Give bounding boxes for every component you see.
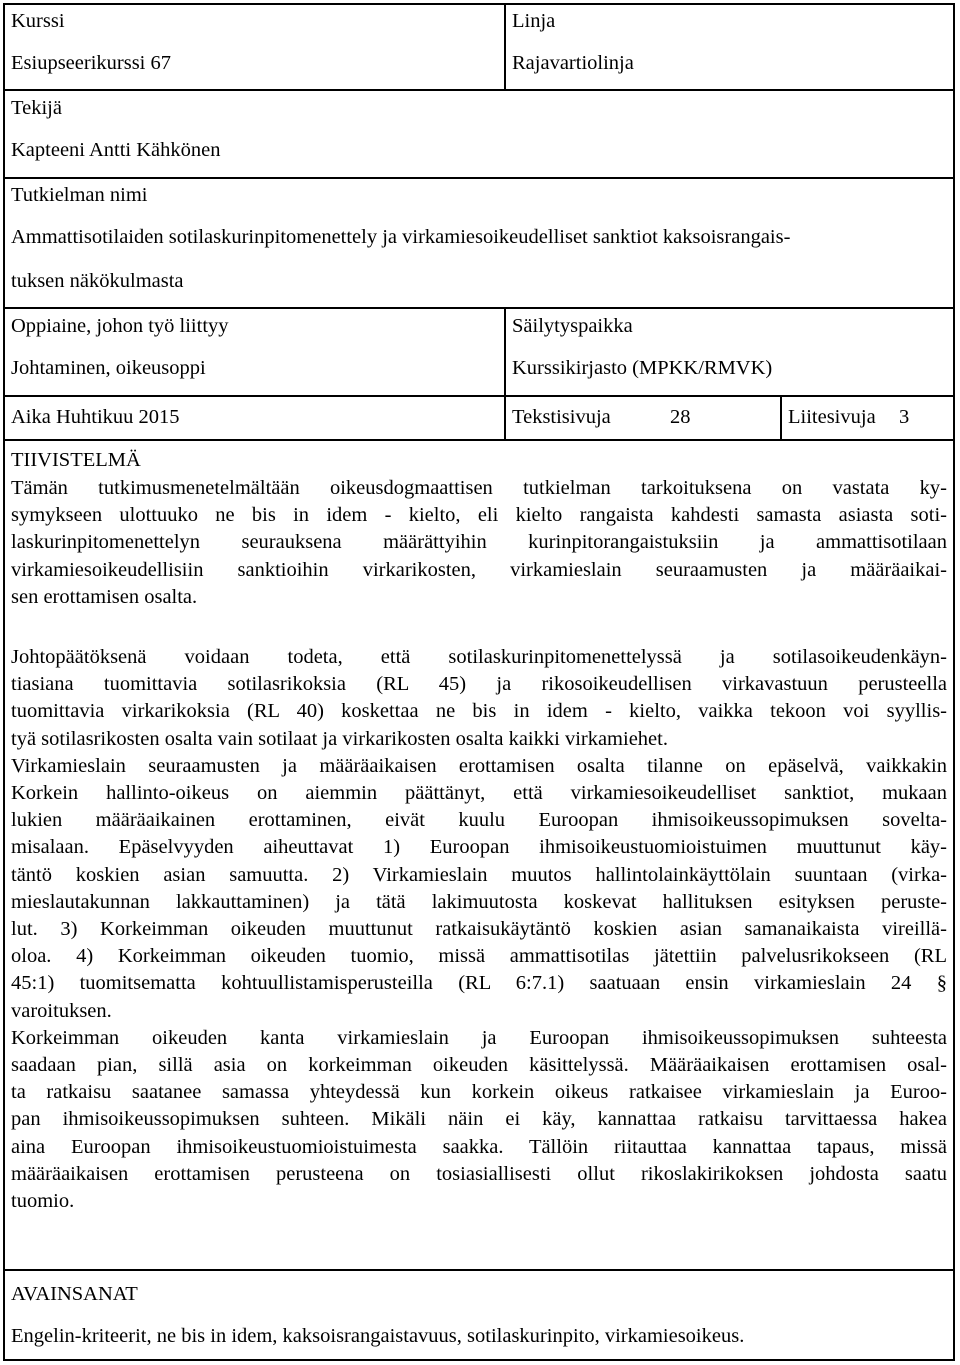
subject-row — [5, 309, 953, 397]
summary-line: lut. 3) Korkeimman oikeuden muuttunut ratkaisukäytäntö koskien asian samanaikaista vireillä- — [11, 919, 947, 940]
summary-line: mieslautakunnan lakkauttaminen) ja tätä lakimuutosta koskevat hallituksen esityksen peruste- — [11, 891, 947, 913]
summary-row — [5, 441, 953, 1271]
keywords-row — [5, 1271, 953, 1359]
summary-line: tuomittavia virkarikoksia (RL 40) koskettaa ne bis in idem - kielto, vaikka tekoon voi syyllis- — [11, 701, 947, 723]
line-cell — [506, 5, 953, 89]
keywords-heading: AVAINSANAT — [11, 1283, 138, 1305]
summary-line: laskurinpitomenettelyn seurauksena määrättyihin kurinpitorangaistuksiin ja ammattisotilaan — [11, 532, 947, 554]
course-cell — [5, 5, 506, 89]
date-cell — [5, 397, 506, 439]
summary-line: ta ratkaisu saatanee samassa yhteydessä kun korkein oikeus ratkaisee virkamieslain ja Euroo- — [11, 1082, 947, 1104]
summary-line: tiasiana tuomittavia sotilasrikoksia (RL 45) ja rikosoikeudellisen virkavastuun perusteella — [11, 674, 947, 696]
storage-cell — [506, 309, 953, 395]
author-value: Kapteeni Antti Kähkönen — [11, 139, 221, 161]
summary-line: sen erottamisen osalta. — [11, 585, 198, 608]
text-pages-cell — [506, 397, 782, 439]
title-cell — [5, 179, 953, 307]
appendix-pages-value: 3 — [899, 406, 910, 428]
summary-line: oloa. 4) Korkeimman oikeuden tuomio, missä ammattisotilas jätettiin palvelusrikokseen (RL — [11, 946, 947, 968]
date-text: Aika Huhtikuu 2015 — [11, 406, 180, 428]
summary-line: misalaan. Epäselvyyden aiheuttavat 1) Euroopan ihmisoikeustuomioistuimen muuttunut käy- — [11, 837, 947, 859]
thesis-abstract-form — [3, 3, 955, 1361]
summary-cell — [5, 441, 953, 1269]
summary-heading: TIIVISTELMÄ — [11, 449, 141, 471]
line-label: Linja — [512, 10, 556, 32]
summary-line: tyä sotilasrikosten osalta vain sotilaat ja virkarikosten osalta kaikki virkamiehet. — [11, 727, 668, 750]
subject-label: Oppiaine, johon työ liittyy — [11, 315, 229, 337]
author-row — [5, 91, 953, 179]
summary-line: pan ihmisoikeussopimuksen suhteen. Mikäli näin ei käy, kannattaa ratkaisu tarvittaessa hakea — [11, 1109, 947, 1131]
summary-line: tuomio. — [11, 1190, 75, 1212]
summary-line: määräaikaisen erottamisen perusteena on tosiasiallisesti ollut rikoslakirikoksen johdosta saatu — [11, 1163, 947, 1185]
author-cell — [5, 91, 953, 177]
summary-line: saadaan pian, sillä asia on korkeimman oikeuden käsittelyssä. Määräaikaisen erottamisen osal- — [11, 1055, 947, 1076]
storage-value: Kurssikirjasto (MPKK/RMVK) — [512, 357, 773, 379]
summary-line: aina Euroopan ihmisoikeustuomioistuimesta saakka. Tällöin riitauttaa kannattaa tapaus, missä — [11, 1136, 947, 1158]
summary-line: 45:1) tuomitsematta kohtuullistamisperusteilla (RL 6:7.1) saatuaan ensin virkamieslain 24 § — [11, 973, 947, 995]
summary-line: virkamiesoikeudellisiin sanktioihin virkarikosten, virkamieslain seuraamusten ja määräaikai- — [11, 559, 947, 581]
summary-line: Tämän tutkimusmenetelmältään oikeusdogmaattisen tutkielman tarkoituksena on vastata ky- — [11, 478, 947, 499]
course-row — [5, 5, 953, 91]
summary-line: Johtopäätöksenä voidaan todeta, että sotilaskurinpitomenettelyssä ja sotilasoikeudenkäyn- — [11, 647, 947, 668]
course-value: Esiupseerikurssi 67 — [11, 52, 171, 74]
course-label: Kurssi — [11, 10, 65, 32]
summary-line: varoituksen. — [11, 999, 112, 1022]
pages-row — [5, 397, 953, 441]
title-label: Tutkielman nimi — [11, 184, 148, 206]
summary-line: Virkamieslain seuraamusten ja määräaikaisen erottamisen osalta tilanne on epäselvä, vaikkakin — [11, 755, 947, 777]
author-label: Tekijä — [11, 97, 62, 119]
text-pages-label: Tekstisivuja — [512, 406, 611, 428]
appendix-pages-label: Liitesivuja — [788, 406, 876, 428]
summary-line: Korkein hallinto-oikeus on aiemmin päättänyt, että virkamiesoikeudelliset sanktiot, mukaan — [11, 783, 947, 804]
keywords-text: Engelin-kriteerit, ne bis in idem, kaksoisrangaistavuus, sotilaskurinpito, virkamiesoikeus. — [11, 1325, 745, 1347]
text-pages-value: 28 — [670, 406, 691, 428]
subject-cell — [5, 309, 506, 395]
appendix-pages-cell — [782, 397, 953, 439]
subject-value: Johtaminen, oikeusoppi — [11, 357, 206, 379]
summary-line: symykseen ulottuuko ne bis in idem - kielto, eli kielto rangaista kahdesti samasta asiasta soti- — [11, 505, 947, 527]
title-line-2: tuksen näkökulmasta — [11, 270, 184, 292]
summary-line: täntö koskien asian samuutta. 2) Virkamieslain muutos hallintolainkäyttölain suuntaan (virka- — [11, 864, 947, 886]
storage-label: Säilytyspaikka — [512, 315, 633, 337]
summary-line: Korkeimman oikeuden kanta virkamieslain ja Euroopan ihmisoikeussopimuksen suhteesta — [11, 1027, 947, 1049]
title-line-1: Ammattisotilaiden sotilaskurinpitomenettely ja virkamiesoikeudelliset sanktiot kaksoisrangais- — [11, 226, 791, 248]
title-row — [5, 179, 953, 309]
line-value: Rajavartiolinja — [512, 52, 634, 74]
summary-line: lukien määräaikainen erottaminen, eivät kuulu Euroopan ihmisoikeussopimuksen sovelta- — [11, 810, 947, 832]
keywords-cell — [5, 1271, 953, 1359]
